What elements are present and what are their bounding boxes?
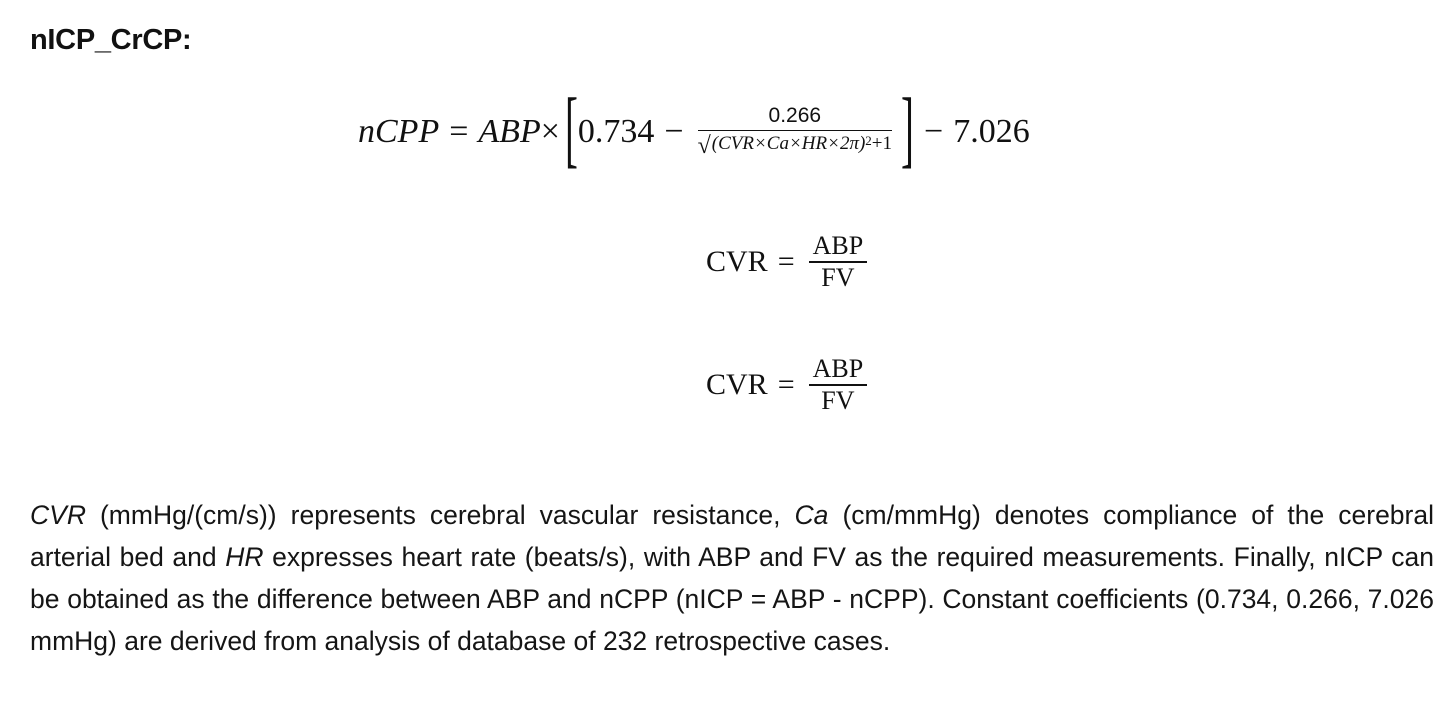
fraction-numerator: ABP [812,231,864,261]
minus-sign-2: − [924,113,944,150]
paragraph-text [30,494,1434,662]
fraction-denominator [698,131,892,160]
explanation-paragraph [30,494,1434,662]
left-bracket: [ [564,80,578,176]
constant-a: 0.734 [577,113,655,150]
paragraph-text-3: expresses heart rate (beats/s), with ABP and FV as the required measurements. Finally, nICP can be obtained as the difference between ABP and nCPP (nICP = ABP - nCPP). Constant coefficients (0.734, 0.266, 7.026 mmHg) are derived from analysis of database of 232 retrospective cases. [30,542,1434,656]
denominator-tail: +1 [871,133,893,155]
cvr-term: CVR [30,500,86,530]
constant-c: 7.026 [953,113,1030,150]
hr-term: HR [225,542,264,572]
cvr-fraction [809,354,868,415]
sqrt-symbol: √ [697,133,711,160]
ncpp-symbol: nCPP [358,113,440,150]
cvr-equation-1 [706,222,871,302]
ca-term: Ca [794,500,829,530]
ncpp-equation [358,80,1030,176]
fraction-numerator: ABP [812,354,864,384]
minus-sign: − [664,113,684,150]
times-sign: × [540,113,560,150]
cvr-symbol: CVR [706,245,768,278]
paragraph-text-1: (mmHg/(cm/s)) represents cerebral vascular resistance, [85,500,795,530]
cvr-fraction [809,231,868,292]
equals-sign: = [777,368,795,401]
cvr-equation-2 [706,345,871,425]
fraction-denominator: FV [821,385,855,415]
paragraph-text-2: (cm/mmHg) denotes compliance of the cerebral arterial bed and [30,500,1434,572]
cvr-symbol: CVR [706,368,768,401]
denominator-body: (CVR×Ca×HR×2π) [711,133,866,155]
abp-symbol: ABP [478,113,541,150]
right-bracket: ] [900,80,914,176]
ncpp-fraction [698,104,892,161]
fraction-numerator: 0.266 [768,103,822,127]
equals-sign: = [777,245,795,278]
fraction-denominator: FV [821,262,855,292]
denominator-exponent: 2 [865,133,872,149]
equals-sign: = [449,113,469,150]
section-heading: nICP_CrCP: [30,24,192,56]
